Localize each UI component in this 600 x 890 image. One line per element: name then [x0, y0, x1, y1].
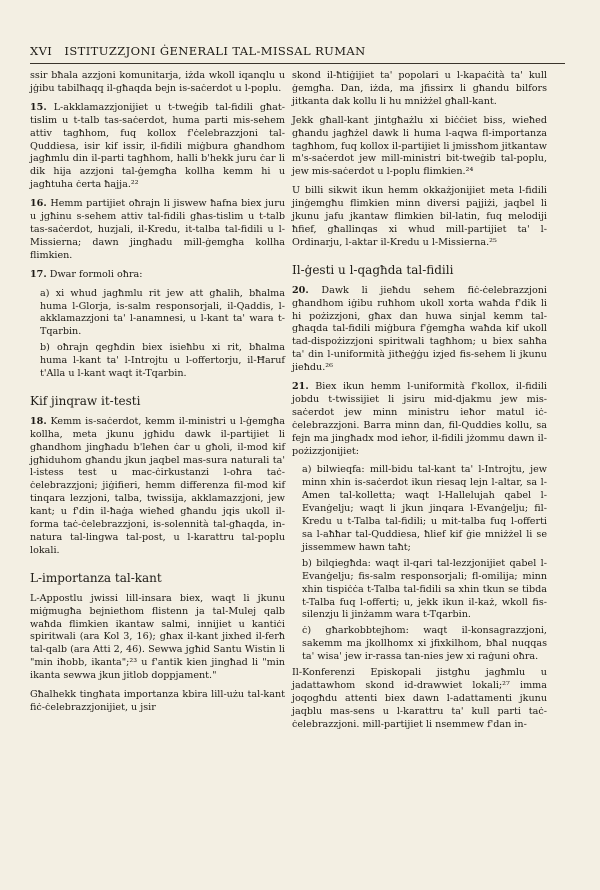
paragraph-text: Dwar formoli oħra:	[49, 268, 143, 280]
paragraph-text: Hemm partijiet oħrajn li jiswew ħafna biex juru u jgħinu s-sehem attiv tal-fidili għas-tislim u t-talb tas-saċerdot, huzjali, il-Kredu, it-talba tal-fidili u l-Missierna; dawn jingħadu mill-ġemgħa kollha flimkien.	[30, 198, 285, 261]
page-number: XVI	[30, 44, 53, 58]
paragraph: U billi sikwit ikun hemm okkażjonijiet meta l-fidili jinġemgħu flimkien minn diversi pajjiżi, jaqbel li jkunu jafu jkantaw flimkien bil-latin, fuq melodiji ħfief, għallinqas xi whud mill-partijiet ta' l-Ordinarju, l-aktar il-Kredu u l-Missierna.²⁵	[292, 185, 547, 248]
paragraph: Għalhekk tingħata importanza kbira lill-użu tal-kant fiċ-ċelebrazzjonijiet, u jsir	[30, 689, 285, 713]
paragraph-number: 21.	[292, 381, 309, 393]
paragraph-15	[30, 102, 285, 192]
paragraph-text: Dawk li jieħdu sehem fiċ-ċelebrazzjoni għandhom iġibu ruħhom ukoll xorta waħda f'dik li hi pożizzjoni, għax dan huwa sinjal kemm tal-għaqda tal-fidili miġbura f'ġemgħa waħda kif ukoll tad-dispożizzjoni spiritwali tagħhom; u biex sahħa ta' din l-uniformità jitħeġġu izjed fis-sehem li jkunu jieħdu.²⁶	[292, 284, 547, 374]
paragraph-text: Kemm is-saċerdot, kemm il-ministri u l-ġemgħa kollha, meta jkunu jgħidu dawk il-partijiet li għandhom jingħadu b'leħen ċar u għoli, il-mod kif jgħiduhom għandu jkun jaqbel mas-sura naturali ta' l-istess test u mac-ċirkustanzi l-oħra taċ-ċelebrazzjoni; jiġifieri, hemm differenza fil-mod kif tinqara lezzjoni, talba, twissija, akklamazzjoni, jew kant; u f'din il-ħaġa wieħed għandu jqis ukoll il-forma taċ-ċelebrazzjoni, is-solennità tal-għaqda, in-natura tal-lingwa tal-post, u l-karattru tal-poplu lokali.	[30, 415, 285, 556]
paragraph-21	[292, 381, 547, 458]
right-column	[292, 70, 547, 738]
paragraph-number: 18.	[30, 415, 47, 427]
paragraph-number: 17.	[30, 268, 47, 280]
paragraph-20	[292, 285, 547, 375]
paragraph-text: Biex ikun hemm l-uniformità f'kollox, il-fidili jobdu t-twissijiet li jsiru mid-djakmu jew mis-saċerdot jew minn ministru ieħor matul iċ-ċelebrazzjoni. Barra minn dan, fil-Quddies kollu, sa fejn ma jingħadx mod ieħor, il-fidili jżommu dawn il-pożizzjonijiet:	[292, 381, 547, 457]
list-item: b) bilqiegħda: waqt il-qari tal-lezzjonijiet qabel l-Evanġelju; fis-salm responsorjali; fl-omilija; minn xhin tispiċċa t-Talba tal-fidili sa xhin tkun se tibda t-Talba fuq l-offerti; u, jekk ikun il-każ, wkoll fis-silenzju li jinżamm wara t-Tqarbin.	[302, 557, 547, 621]
paragraph: skond il-ħtiġijiet ta' popolari u l-kapaċità ta' kull ġemgħa. Dan, iżda, ma jfissirx li għandu bilfors jitkanta dak kollu li hu mniżżel għall-kant.	[292, 70, 547, 107]
paragraph-16	[30, 198, 285, 263]
list-item: a) bilwieqfa: mill-bidu tal-kant ta' l-Introjtu, jew minn xhin is-saċerdot ikun riesaq lejn l-altar, sa l-Amen tal-kolletta; waqt l-Hallelujah qabel l-Evanġelju; waqt li jkun jinqara l-Evanġelju; fil-Kredu u t-Talba tal-fidili; u mit-talba fuq l-offerti sa l-aħħar tal-Quddiesa, ħlief kif ġie mniżżel li se jissemmew hawn taħt;	[302, 464, 547, 553]
paragraph-number: 16.	[30, 198, 47, 210]
header-rule	[30, 63, 565, 64]
list-item: ċ) għarkobbtejhom: waqt il-konsagrazzjoni, sakemm ma jkollhomx xi jfixkilhom, bħal nuqqas ta' wisa' jew ir-rassa tan-nies jew xi raġuni oħra.	[302, 625, 547, 663]
paragraph-18	[30, 416, 285, 558]
paragraph: Il-Konferenzi Episkopali jistgħu jagħmlu u jadattawhom skond id-drawwiet lokali;²⁷ imma joqogħdu attenti biex dawn l-adattamenti jkunu jaqblu mas-sens u l-karattru ta' kull parti taċ-ċelebrazzjoni. mill-partijiet li nsemmew f'dan in-	[292, 667, 547, 730]
running-header	[30, 44, 565, 58]
paragraph-text: L-akklamazzjonijiet u t-tweġib tal-fidili għat-tislim u t-talb tas-saċerdot, huma parti mis-sehem attiv tagħhom, fuq kollox f'ċelebrazzjoni tal-Quddiesa, isir kif issir, il-fidili miġbura għandhom jagħmlu din il-parti tagħhom, halli b'hekk juru ċar li dik hija azzjoni tal-ġemgħa kollha kemm hi u jagħtuha ċerta ħajja.²²	[30, 101, 285, 191]
left-column	[30, 70, 285, 721]
paragraph: ssir bħala azzjoni komunitarja, iżda wkoll iqanqlu u jġibu tabilħaqq il-għaqda bejn is-saċerdot u l-poplu.	[30, 70, 285, 94]
paragraph-17	[30, 269, 285, 282]
paragraph: L-Appostlu jwissi lill-insara biex, waqt li jkunu miġmugħa bejniethom flistenn ja tal-Mulej qalb waħda flimkien ikantaw salmi, innijiet u kantiċi spiritwali (ara Kol 3, 16); għax il-kant jixhed il-ferħ tal-qalb (ara Atti 2, 46). Sewwa jgħid Santu Wistin li "min iħobb, ikanta";²³ u f'antik kien jingħad li "min ikanta sewwa jkun jitlob doppjament."	[30, 592, 285, 682]
section-heading: L-importanza tal-kant	[30, 570, 162, 585]
paragraph: Jekk għall-kant jintgħażlu xi biċċiet biss, wieħed għandu jagħżel dawk li huma l-aqwa fl-importanza tagħhom, fuq kollox il-partijiet li jmissħom jitkantaw m's-saċerdot jew mill-ministri bit-tweġib tal-poplu, jew mis-saċerdot u l-poplu flimkien.²⁴	[292, 114, 547, 178]
list-item: b) oħrajn qegħdin biex isieħbu xi rit, bħalma huma l-kant ta' l-Introjtu u l-offertorju, il-Ħaruf t'Alla u l-kant waqt it-Tqarbin.	[40, 342, 285, 380]
paragraph-number: 15.	[30, 101, 47, 113]
paragraph-number: 20.	[292, 284, 309, 296]
section-heading: Kif jinqraw it-testi	[30, 393, 141, 408]
list-item: a) xi whud jagħmlu rit jew att għalih, bħalma huma l-Glorja, is-salm responsorjali, il-Qaddis, l-akklamazzjoni ta' l-anamnesi, u l-kant ta' wara t-Tqarbin.	[40, 287, 285, 338]
running-title: ISTITUZZJONI ĠENERALI TAL-MISSAL RUMAN	[64, 44, 366, 58]
section-heading: Il-ġesti u l-qagħda tal-fidili	[292, 262, 454, 277]
